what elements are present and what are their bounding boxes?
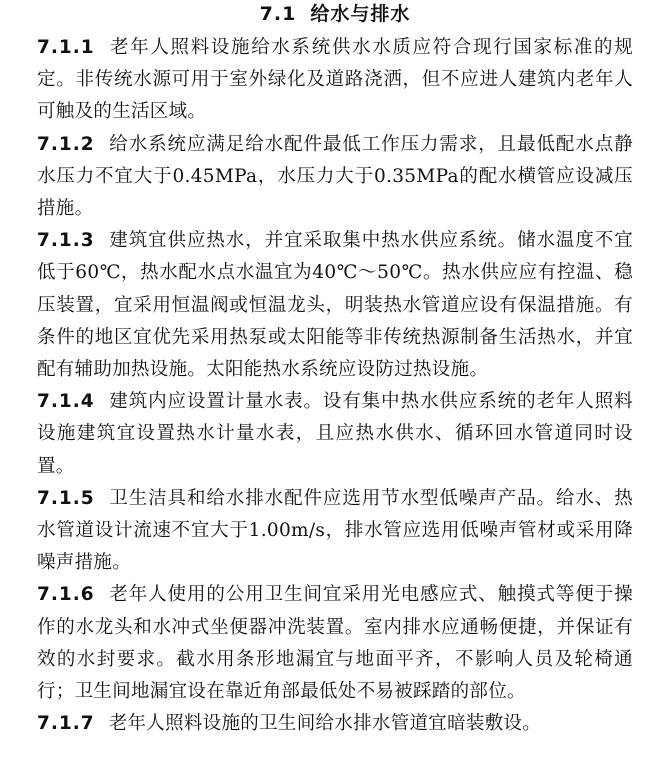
clause-7-1-1 — [37, 32, 633, 129]
clause-number: 7.1.6 — [37, 584, 95, 606]
clause-text: 卫生洁具和给水排水配件应选用节水型低噪声产品。给水、热水管道设计流速不宜大于1.00m/s，排水管应选用低噪声管材或采用降噪声措施。 — [37, 487, 633, 574]
clause-number: 7.1.1 — [37, 37, 95, 58]
clause-text: 老年人使用的公用卫生间宜采用光电感应式、触摸式等便于操作的水龙头和水冲式坐便器冲洗装置。室内排水应通畅便捷，并保证有效的水封要求。截水用条形地漏宜与地面平齐，不影响人员及轮椅通行；卫生间地漏宜设在靠近角部最低处不易被踩踏的部位。 — [37, 584, 633, 703]
clause-text: 老年人照料设施的卫生间给水排水管道宜暗装敷设。 — [108, 713, 542, 735]
clause-text: 建筑内应设置计量水表。设有集中热水供应系统的老年人照料设施建筑宜设置热水计量水表，且应热水供水、循环回水管道同时设置。 — [37, 391, 633, 477]
clause-7-1-3 — [37, 225, 633, 386]
clause-number: 7.1.2 — [37, 133, 95, 155]
clause-7-1-4 — [37, 386, 633, 483]
clause-number: 7.1.4 — [37, 391, 95, 413]
clause-number: 7.1.7 — [37, 713, 95, 735]
section-title-text: 给水与排水 — [310, 3, 411, 25]
clause-number: 7.1.3 — [37, 230, 95, 252]
clause-7-1-5 — [37, 483, 633, 580]
clause-text: 老年人照料设施给水系统供水水质应符合现行国家标准的规定。非传统水源可用于室外绿化及道路浇洒，但不应进人建筑内老年人可触及的生活区域。 — [37, 37, 633, 123]
clause-text: 给水系统应满足给水配件最低工作压力需求，且最低配水点静水压力不宜大于0.45MPa，水压力大于0.35MPa的配水横管应设减压措施。 — [37, 133, 633, 220]
section-number: 7.1 — [259, 3, 297, 25]
clause-7-1-2 — [37, 129, 633, 226]
clause-text: 建筑宜供应热水，并宜采取集中热水供应系统。储水温度不宜低于60℃，热水配水点水温宜为40℃～50℃。热水供应应有控温、稳压装置，宜采用恒温阀或恒温龙头，明装热水管道应设有保温措施。有条件的地区宜优先采用热泵或太阳能等非传统热源制备生活热水，并宜配有辅助加热设施。太阳能热水系统应设防过热设施。 — [37, 230, 633, 381]
clause-7-1-7 — [37, 708, 633, 740]
clause-7-1-6 — [37, 579, 633, 708]
clause-list — [37, 32, 633, 740]
section-title — [37, 0, 633, 32]
clause-number: 7.1.5 — [37, 487, 95, 509]
